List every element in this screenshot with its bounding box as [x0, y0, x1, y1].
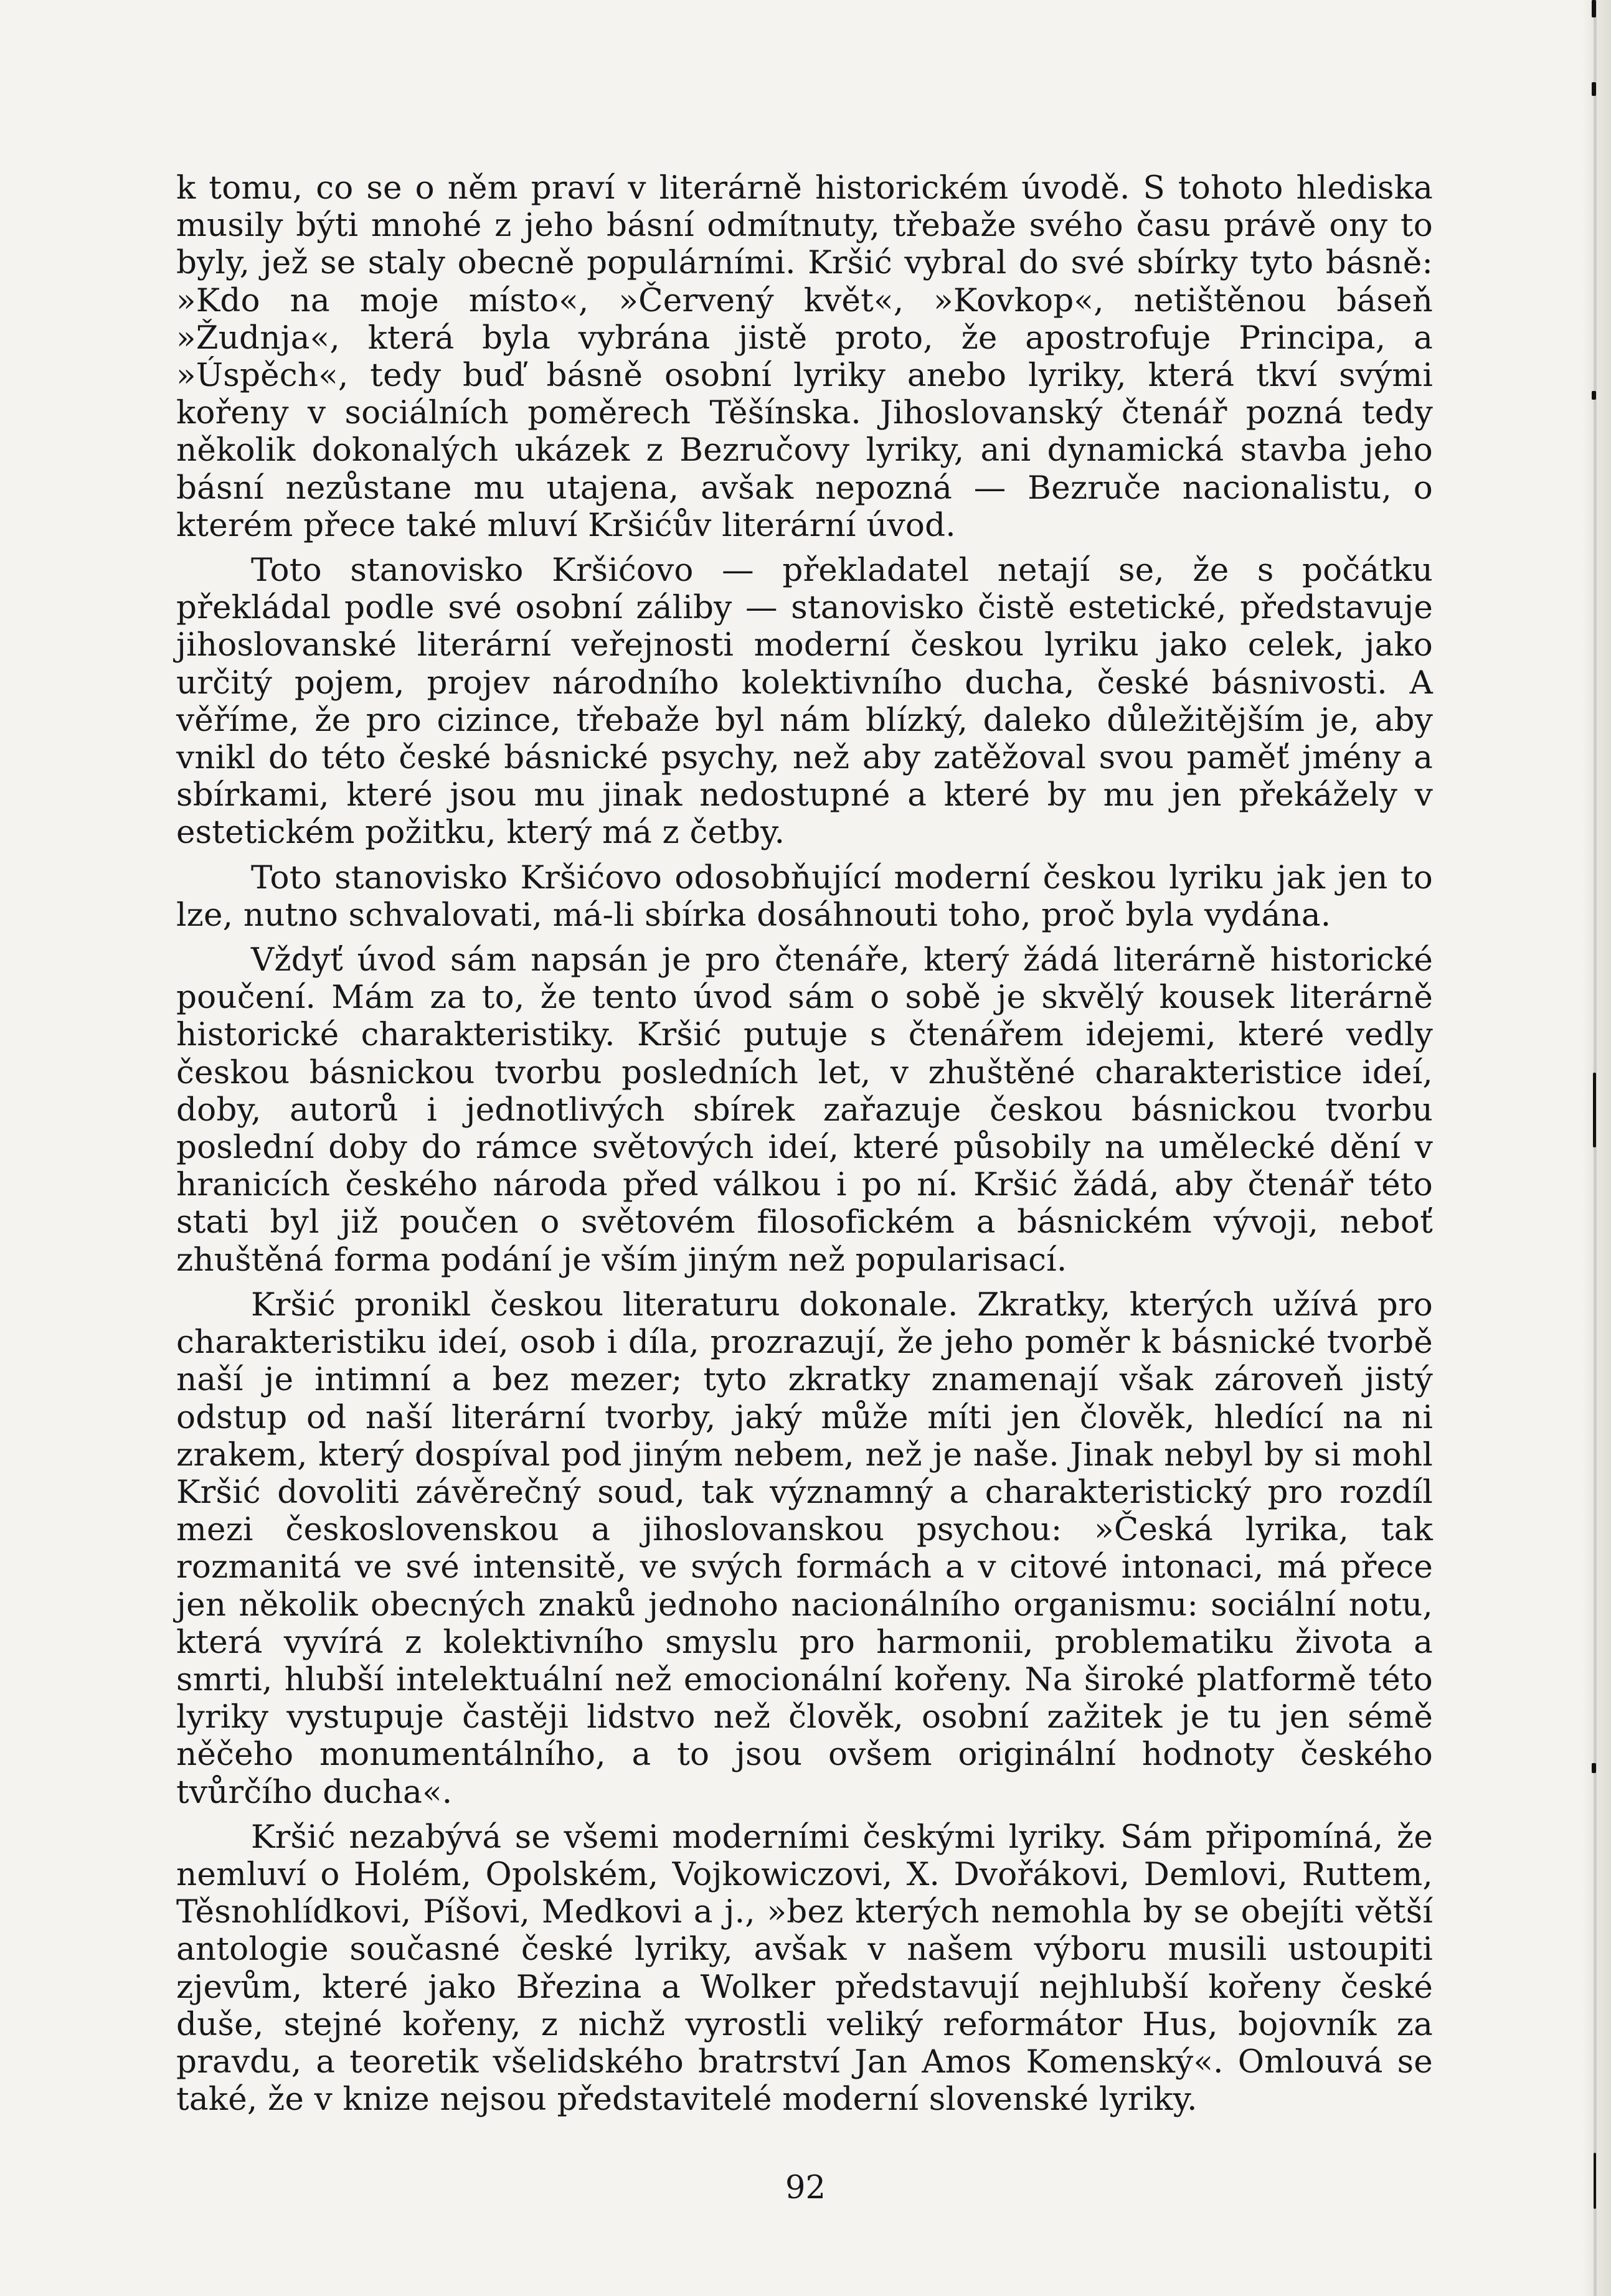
paragraph: Toto stanovisko Kršićovo — překladatel netají se, že s počátku překládal podle své osobní záliby — stanovisko čistě estetické, představuje jihoslovanské literární veřejnosti moderní českou lyriku jako celek, jako určitý pojem, projev národního kolektivního ducha, české básnivosti. A věříme, že pro cizince, třebaže byl nám blízký, daleko důležitějším je, aby vnikl do této české básnické psychy, než aby zatěžoval svou paměť jmény a sbírkami, které jsou mu jinak nedostupné a které by mu jen překážely v estetickém požitku, který má z četby.	[176, 552, 1433, 852]
edge-mark	[1592, 82, 1596, 96]
page-number: 92	[785, 2170, 826, 2206]
body-text	[176, 169, 1433, 2118]
page-gutter	[1582, 0, 1611, 2296]
edge-mark	[1592, 0, 1596, 17]
paragraph: Toto stanovisko Kršićovo odosobňující moderní českou lyriku jak jen to lze, nutno schvalovati, má-li sbírka dosáhnouti toho, proč byla vydána.	[176, 859, 1433, 934]
edge-mark	[1592, 391, 1596, 400]
paragraph: k tomu, co se o něm praví v literárně historickém úvodě. S tohoto hlediska musily býti mnohé z jeho básní odmítnuty, třebaže svého času právě ony to byly, jež se staly obecně populárními. Kršić vybral do své sbírky tyto básně: »Kdo na moje místo«, »Červený květ«, »Kovkop«, netištěnou báseň »Žudnja«, která byla vybrána jistě proto, že apostrofuje Principa, a »Úspěch«, tedy buď básně osobní lyriky anebo lyriky, která tkví svými kořeny v sociálních poměrech Těšínska. Jihoslovanský čtenář pozná tedy několik dokonalých ukázek z Bezručovy lyriky, ani dynamická stavba jeho básní nezůstane mu utajena, avšak nepozná — Bezruče nacionalistu, o kterém přece také mluví Kršićův literární úvod.	[176, 169, 1433, 544]
edge-mark	[1593, 1073, 1596, 1147]
edge-mark	[1592, 1763, 1596, 1773]
paragraph: Vždyť úvod sám napsán je pro čtenáře, který žádá literárně historické poučení. Mám za to, že tento úvod sám o sobě je skvělý kousek literárně historické charakteristiky. Kršić putuje s čtenářem idejemi, které vedly českou básnickou tvorbu posledních let, v zhuštěné charakteristice ideí, doby, autorů i jednotlivých sbírek zařazuje českou básnickou tvorbu poslední doby do rámce světových ideí, které působily na umělecké dění v hranicích českého národa před válkou i po ní. Kršić žádá, aby čtenář této stati byl již poučen o světovém filosofickém a básnickém vývoji, neboť zhuštěná forma podání je vším jiným než popularisací.	[176, 941, 1433, 1279]
paragraph: Kršić nezabývá se všemi moderními českými lyriky. Sám připomíná, že nemluví o Holém, Opolském, Vojkowiczovi, X. Dvořákovi, Demlovi, Ruttem, Těsnohlídkovi, Píšovi, Medkovi a j., »bez kterých nemohla by se obejíti větší antologie současné české lyriky, avšak v našem výboru musili ustoupiti zjevům, které jako Březina a Wolker představují nejhlubší kořeny české duše, stejné kořeny, z nichž vyrostli veliký reformátor Hus, bojovník za pravdu, a teoretik všelidského bratrství Jan Amos Komenský«. Omlouvá se také, že v knize nejsou představitelé moderní slovenské lyriky.	[176, 1818, 1433, 2119]
gutter-shadow-line	[1594, 0, 1597, 2296]
paragraph: Kršić pronikl českou literaturu dokonale. Zkratky, kterých užívá pro charakteristiku ideí, osob i díla, prozrazují, že jeho poměr k básnické tvorbě naší je intimní a bez mezer; tyto zkratky znamenají však zároveň jistý odstup od naší literární tvorby, jaký může míti jen člověk, hledící na ni zrakem, který dospíval pod jiným nebem, než je naše. Jinak nebyl by si mohl Kršić dovoliti závěrečný soud, tak významný a charakteristický pro rozdíl mezi československou a jihoslovanskou psychou: »Česká lyrika, tak rozmanitá ve své intensitě, ve svých formách a v citové intonaci, má přece jen několik obecných znaků jednoho nacionálního organismu: sociální notu, která vyvírá z kolektivního smyslu pro harmonii, problematiku života a smrti, hlubší intelektuální než emocionální kořeny. Na široké platformě této lyriky vystupuje častěji lidstvo než člověk, osobní zažitek je tu jen sémě něčeho monumentálního, a to jsou ovšem originální hodnoty českého tvůrčího ducha«.	[176, 1286, 1433, 1811]
